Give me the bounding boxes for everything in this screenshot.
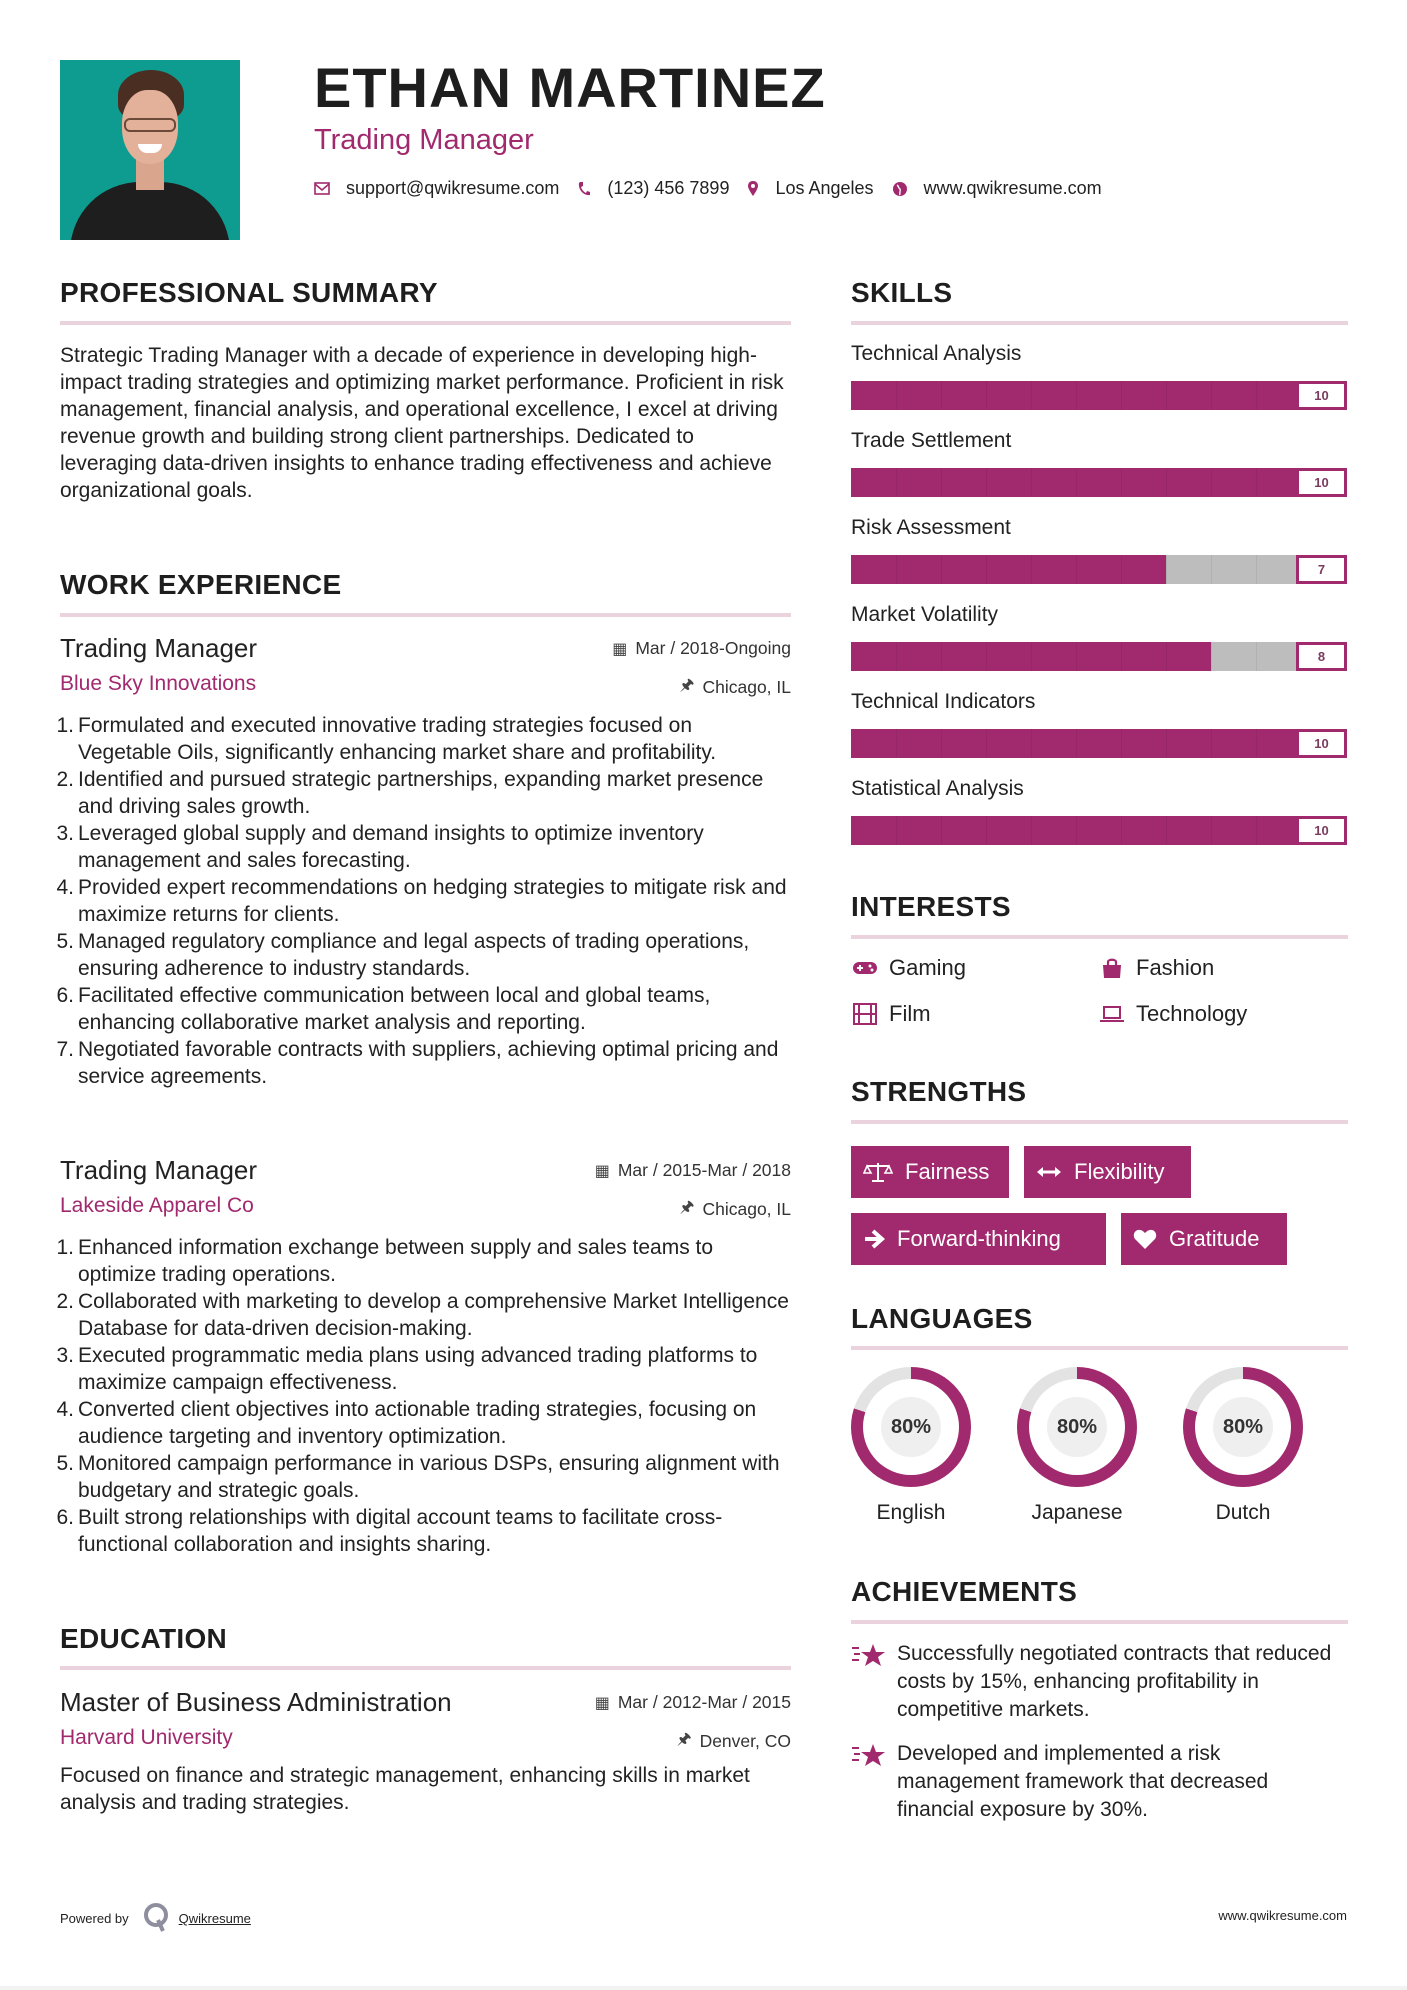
skill-segment-divider: [1121, 468, 1122, 497]
job-bullets: [56, 712, 791, 1090]
skill-label: Technical Analysis: [851, 342, 1022, 365]
summary-divider: [60, 321, 791, 325]
skill-segment-divider: [896, 381, 897, 410]
language-progress-ring: [851, 1367, 971, 1487]
map-pin-icon: [747, 180, 759, 197]
skill-segment-divider: [1121, 729, 1122, 758]
page-bottom-edge: [0, 1986, 1407, 1990]
achievement-item: [851, 1640, 1348, 1724]
skill-segment-divider: [941, 729, 942, 758]
interests-heading: INTERESTS: [851, 891, 1011, 922]
job-bullet: 4. Converted client objectives into actionable trading strategies, focusing on audience targeting and inventory optimization.: [56, 1398, 757, 1448]
job-entry: [56, 1154, 791, 1558]
globe-icon: [892, 181, 908, 197]
skill-segment-divider: [986, 642, 987, 671]
skill-segment-divider: [986, 468, 987, 497]
skill-segment-divider: [1031, 642, 1032, 671]
skill-segment-divider: [986, 555, 987, 584]
skill-segment-divider: [1031, 816, 1032, 845]
skill-value: 7: [1296, 555, 1347, 584]
qwikresume-link[interactable]: Qwikresume: [178, 1911, 251, 1926]
profile-photo: [60, 60, 240, 240]
shooting-star-icon: [851, 1740, 891, 1824]
achievement-item: [851, 1740, 1348, 1824]
education-location: [677, 1728, 791, 1755]
job-dates-text: Mar / 2015-Mar / 2018: [617, 1160, 791, 1180]
language-percent: 80%: [1213, 1397, 1273, 1457]
skill-value: 10: [1296, 381, 1347, 410]
skill-item: [851, 428, 1348, 497]
skill-segment-divider: [896, 816, 897, 845]
arrows-horizontal-icon: [1036, 1165, 1062, 1179]
strengths-heading: STRENGTHS: [851, 1076, 1027, 1107]
school-name: Harvard University: [60, 1726, 233, 1749]
job-bullet: 6. Facilitated effective communication between local and global teams, enhancing collaborative market analysis and reporting.: [56, 984, 711, 1034]
location-text: Los Angeles: [775, 178, 874, 198]
contact-email[interactable]: [314, 178, 559, 199]
skill-segment-divider: [1076, 642, 1077, 671]
achievement-text: Successfully negotiated contracts that reduced costs by 15%, enhancing profitability in competitive markets.: [897, 1642, 1332, 1721]
skill-segment-divider: [1166, 642, 1167, 671]
skill-bar: [851, 555, 1347, 584]
skill-segment-divider: [1256, 555, 1257, 584]
website-text[interactable]: www.qwikresume.com: [923, 178, 1102, 198]
shopping-bag-icon: [1098, 956, 1126, 980]
summary-heading: PROFESSIONAL SUMMARY: [60, 277, 438, 308]
language-percent: 80%: [1047, 1397, 1107, 1457]
skill-segment-divider: [1256, 816, 1257, 845]
phone-icon: [577, 181, 591, 197]
skill-item: [851, 689, 1348, 758]
skill-segment-divider: [1076, 816, 1077, 845]
achievements-divider: [851, 1620, 1348, 1624]
education-description: Focused on finance and strategic management, enhancing skills in market analysis and trading strategies.: [60, 1764, 750, 1814]
interest-gaming: [851, 955, 966, 981]
skill-value: 10: [1296, 816, 1347, 845]
skill-segment-divider: [896, 555, 897, 584]
skill-segment-divider: [896, 468, 897, 497]
skill-segment-divider: [986, 381, 987, 410]
email-text: support@qwikresume.com: [346, 178, 560, 198]
skill-segment-divider: [1076, 555, 1077, 584]
skill-segment-divider: [1166, 468, 1167, 497]
skill-segment-divider: [941, 468, 942, 497]
achievement-text: Developed and implemented a risk management framework that decreased financial exposure by 30%.: [897, 1742, 1269, 1821]
strength-label: Fairness: [905, 1159, 990, 1184]
job-company: Lakeside Apparel Co: [60, 1194, 254, 1217]
skill-label: Statistical Analysis: [851, 777, 1024, 800]
skill-segment-divider: [1031, 468, 1032, 497]
skill-label: Trade Settlement: [851, 429, 1012, 452]
skill-segment-divider: [941, 642, 942, 671]
job-title: Trading Manager: [60, 1155, 258, 1185]
skill-segment-divider: [941, 816, 942, 845]
job-bullet: 4. Provided expert recommendations on hedging strategies to mitigate risk and maximize returns for clients.: [56, 876, 787, 926]
strength-badge: [1121, 1213, 1287, 1265]
skill-segment-divider: [941, 555, 942, 584]
skill-segment-divider: [1211, 555, 1212, 584]
skill-segment-divider: [1256, 468, 1257, 497]
strength-label: Flexibility: [1074, 1159, 1165, 1184]
powered-by: [60, 1902, 251, 1935]
language-percent: 80%: [881, 1397, 941, 1457]
skill-segment-divider: [1076, 729, 1077, 758]
strengths-divider: [851, 1120, 1348, 1124]
skill-value: 8: [1296, 642, 1347, 671]
skill-segment-divider: [896, 729, 897, 758]
degree-title: Master of Business Administration: [60, 1687, 452, 1717]
education-location-text: Denver, CO: [699, 1731, 791, 1751]
achievements-heading: ACHIEVEMENTS: [851, 1576, 1078, 1607]
skill-value: 10: [1296, 729, 1347, 758]
skill-bar-fill: [851, 555, 1166, 584]
gamepad-icon: [851, 960, 879, 976]
job-bullet: 5. Monitored campaign performance in various DSPs, ensuring alignment with budgetary and strategic goals.: [56, 1452, 780, 1502]
phone-text: (123) 456 7899: [607, 178, 730, 198]
job-location: [680, 674, 791, 701]
language-progress-ring: [1017, 1367, 1137, 1487]
skill-segment-divider: [986, 816, 987, 845]
skill-segment-divider: [1211, 642, 1212, 671]
job-bullet: 7. Negotiated favorable contracts with suppliers, achieving optimal pricing and service agreements.: [56, 1038, 779, 1088]
skill-segment-divider: [1121, 555, 1122, 584]
skill-segment-divider: [1256, 729, 1257, 758]
pushpin-icon: 🖈︎: [679, 1199, 695, 1216]
skill-segment-divider: [1211, 729, 1212, 758]
powered-by-label: Powered by: [60, 1911, 129, 1926]
job-location-text: Chicago, IL: [702, 1199, 791, 1219]
skill-item: [851, 776, 1348, 845]
shooting-star-icon: [851, 1640, 891, 1724]
pushpin-icon: 🖈︎: [679, 677, 695, 694]
skill-segment-divider: [1076, 468, 1077, 497]
arrow-right-icon: [863, 1229, 885, 1249]
skill-segment-divider: [1256, 642, 1257, 671]
language-label: English: [876, 1501, 946, 1524]
job-location: [680, 1196, 791, 1223]
calendar-icon: ▦: [594, 1162, 610, 1180]
education-dates-text: Mar / 2012-Mar / 2015: [617, 1692, 791, 1712]
skills-divider: [851, 321, 1348, 325]
skill-segment-divider: [1166, 816, 1167, 845]
calendar-icon: ▦: [612, 640, 628, 658]
laptop-icon: [1098, 1005, 1126, 1023]
skill-segment-divider: [896, 642, 897, 671]
strength-badge: [1024, 1146, 1191, 1198]
skill-segment-divider: [1031, 381, 1032, 410]
interest-label: Gaming: [889, 955, 967, 980]
summary-text: Strategic Trading Manager with a decade of experience in developing high-impact trading strategies and optimizing market performance. Proficient in risk management, financial analysis, and operational excellence, I excel at driving revenue growth and building strong client partnerships. Dedicated to leveraging data-driven insights to enhance trading effectiveness and achieve organizational goals.: [60, 344, 784, 502]
skill-segment-divider: [1121, 642, 1122, 671]
candidate-name: ETHAN MARTINEZ: [314, 56, 826, 119]
interest-label: Fashion: [1136, 955, 1215, 980]
job-dates: [612, 638, 791, 659]
job-bullet: 6. Built strong relationships with digital account teams to facilitate cross-functional collaboration and insights sharing.: [56, 1506, 723, 1556]
contact-website[interactable]: [892, 178, 1102, 199]
skill-item: [851, 602, 1348, 671]
job-bullet: 1. Enhanced information exchange between supply and sales teams to optimize trading operations.: [56, 1236, 714, 1286]
strength-badge: [851, 1213, 1106, 1265]
job-bullet: 3. Executed programmatic media plans using advanced trading platforms to maximize campaign effectiveness.: [56, 1344, 758, 1394]
job-bullet: 2. Collaborated with marketing to develop a comprehensive Market Intelligence Database for data-driven decision-making.: [56, 1290, 789, 1340]
skill-item: [851, 515, 1348, 584]
interest-fashion: [1098, 955, 1214, 981]
job-bullet: 5. Managed regulatory compliance and legal aspects of trading operations, ensuring adherence to industry standards.: [56, 930, 750, 980]
skill-segment-divider: [1211, 381, 1212, 410]
skill-segment-divider: [1121, 816, 1122, 845]
job-title: Trading Manager: [60, 633, 258, 663]
job-bullets: [56, 1234, 791, 1558]
skill-label: Risk Assessment: [851, 516, 1011, 539]
skills-heading: SKILLS: [851, 277, 953, 308]
interest-label: Technology: [1136, 1001, 1248, 1026]
pushpin-icon: 🖈︎: [676, 1731, 692, 1748]
job-dates: [595, 1160, 791, 1181]
calendar-icon: ▦: [594, 1694, 610, 1712]
interests-divider: [851, 935, 1348, 939]
film-icon: [851, 1003, 879, 1025]
interest-film: [851, 1001, 931, 1027]
qwikresume-logo-icon: [143, 1902, 169, 1935]
language-label: Dutch: [1215, 1501, 1271, 1524]
skill-segment-divider: [1031, 555, 1032, 584]
skill-segment-divider: [1166, 555, 1167, 584]
experience-divider: [60, 613, 791, 617]
job-location-text: Chicago, IL: [702, 677, 791, 697]
experience-heading: WORK EXPERIENCE: [60, 569, 342, 600]
job-dates-text: Mar / 2018-Ongoing: [635, 638, 791, 658]
language-item: [851, 1367, 971, 1525]
strength-label: Forward-thinking: [897, 1226, 1061, 1251]
skill-bar: [851, 468, 1347, 497]
skill-segment-divider: [1211, 468, 1212, 497]
education-divider: [60, 1666, 791, 1670]
skill-bar: [851, 816, 1347, 845]
language-item: [1017, 1367, 1137, 1525]
skill-segment-divider: [1031, 729, 1032, 758]
candidate-title: Trading Manager: [314, 124, 534, 156]
strength-label: Gratitude: [1169, 1226, 1260, 1251]
skill-bar: [851, 642, 1347, 671]
contact-phone[interactable]: [577, 178, 729, 199]
contact-location: [747, 178, 873, 199]
contact-row: [314, 178, 1120, 199]
skill-segment-divider: [1256, 381, 1257, 410]
balance-scale-icon: [863, 1161, 893, 1183]
skill-segment-divider: [1211, 816, 1212, 845]
strength-badge: [851, 1146, 1009, 1198]
education-entry: [60, 1686, 791, 1816]
job-entry: [56, 632, 791, 1090]
skill-bar: [851, 381, 1347, 410]
job-bullet: 3. Leveraged global supply and demand insights to optimize inventory management and sales forecasting.: [56, 822, 704, 872]
interest-technology: [1098, 1001, 1247, 1027]
job-bullet: 1. Formulated and executed innovative trading strategies focused on Vegetable Oils, significantly enhancing market share and profitability.: [56, 714, 717, 764]
job-company: Blue Sky Innovations: [60, 672, 257, 695]
skill-segment-divider: [941, 381, 942, 410]
skill-value: 10: [1296, 468, 1347, 497]
job-bullet: 2. Identified and pursued strategic partnerships, expanding market presence and driving sales growth.: [56, 768, 764, 818]
skill-segment-divider: [1121, 381, 1122, 410]
skill-segment-divider: [986, 729, 987, 758]
language-label: Japanese: [1031, 1501, 1123, 1524]
envelope-icon: [314, 182, 330, 195]
languages-heading: LANGUAGES: [851, 1303, 1033, 1334]
language-item: [1183, 1367, 1303, 1525]
skill-label: Technical Indicators: [851, 690, 1036, 713]
interest-label: Film: [889, 1001, 931, 1026]
skill-segment-divider: [1166, 381, 1167, 410]
heart-icon: [1133, 1228, 1157, 1250]
footer-url[interactable]: www.qwikresume.com: [1218, 1908, 1347, 1923]
skill-segment-divider: [1076, 381, 1077, 410]
education-heading: EDUCATION: [60, 1623, 228, 1654]
skill-label: Market Volatility: [851, 603, 999, 626]
skill-segment-divider: [1166, 729, 1167, 758]
education-dates: [595, 1692, 791, 1713]
skill-bar: [851, 729, 1347, 758]
skill-item: [851, 341, 1348, 410]
languages-divider: [851, 1346, 1348, 1350]
language-progress-ring: [1183, 1367, 1303, 1487]
